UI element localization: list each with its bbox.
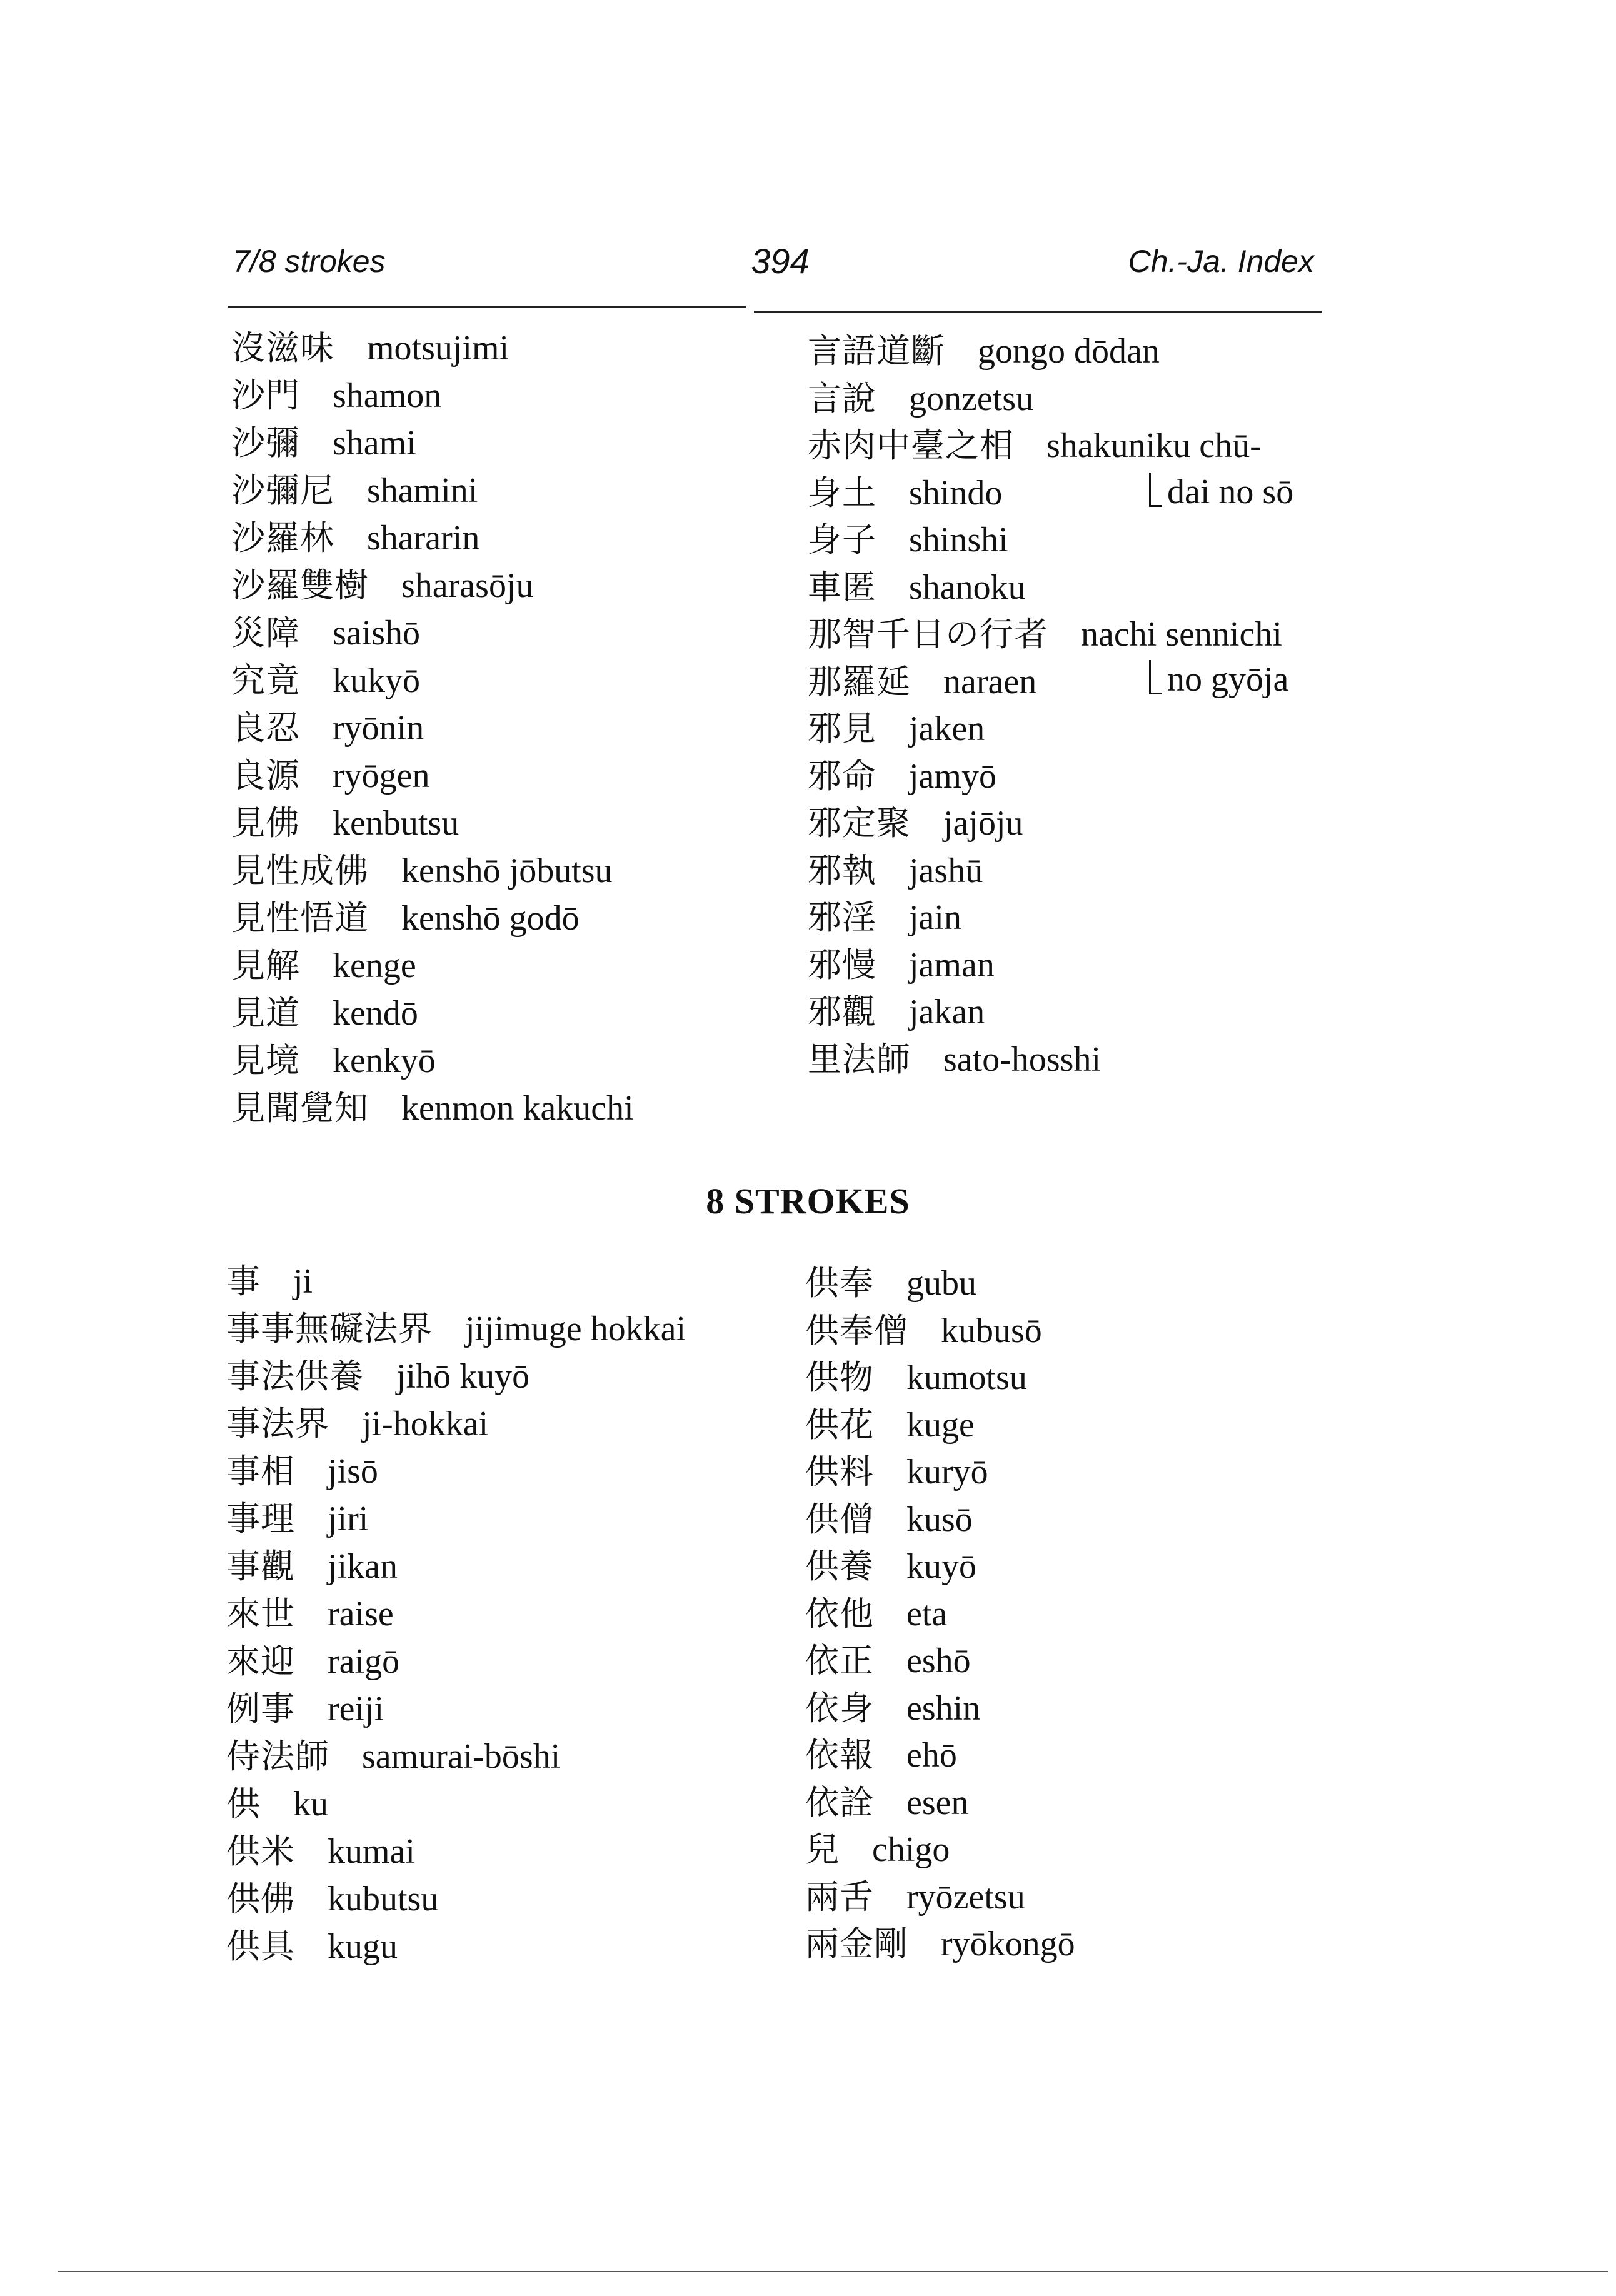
entry-romanization: kubusō	[941, 1311, 1042, 1350]
entry-kanji: 來迎	[226, 1642, 295, 1681]
entry-kanji: 災障	[231, 613, 300, 653]
entry-kanji: 見佛	[231, 803, 300, 843]
entry-kanji: 邪見	[808, 709, 876, 748]
entry-kanji: 供奉僧	[805, 1310, 908, 1350]
entry-romanization: eshō	[906, 1642, 971, 1680]
entry-romanization: shanoku	[909, 568, 1026, 607]
entry-kanji: 供料	[805, 1452, 874, 1491]
entry-romanization: jakan	[909, 993, 985, 1031]
entry-romanization: jisō	[328, 1452, 378, 1491]
entry-kanji: 事相	[226, 1451, 295, 1491]
entry-romanization: shakuniku chū-	[1046, 426, 1262, 465]
index-entry	[231, 754, 430, 798]
entry-romanization: saishō	[333, 614, 420, 653]
index-entry	[226, 1877, 438, 1921]
bracket-mark	[1149, 660, 1162, 694]
section-title: 8 STROKES	[706, 1181, 910, 1221]
entry-kanji: 沙彌	[231, 423, 300, 463]
entry-kanji: 依身	[805, 1688, 874, 1728]
entry-romanization: kukyō	[333, 661, 420, 700]
entry-kanji: 沒滋味	[231, 328, 334, 368]
index-entry	[808, 896, 961, 940]
entry-romanization: nachi sennichi	[1081, 615, 1282, 654]
entry-kanji: 事理	[226, 1499, 295, 1538]
entry-romanization: ji-hokkai	[362, 1405, 489, 1443]
entry-kanji: 見聞覺知	[231, 1088, 369, 1128]
index-entry	[231, 659, 420, 703]
entry-romanization: jijimuge hokkai	[465, 1310, 686, 1348]
index-entry	[805, 1639, 971, 1683]
index-entry	[805, 1875, 1025, 1919]
header-rule-left	[228, 306, 746, 308]
index-entry	[808, 377, 1033, 421]
page-number: 394	[751, 241, 810, 281]
entry-romanization: jain	[909, 898, 961, 937]
index-entry	[805, 1356, 1027, 1400]
entry-kanji: 見性悟道	[231, 898, 369, 938]
entry-kanji: 邪執	[808, 850, 876, 890]
entry-kanji: 邪淫	[808, 898, 876, 937]
entry-romanization: samurai-bōshi	[362, 1737, 561, 1776]
entry-romanization: jaken	[909, 709, 985, 748]
entry-kanji: 來世	[226, 1594, 295, 1633]
entry-kanji: 供奉	[805, 1263, 874, 1303]
entry-kanji: 沙門	[231, 376, 300, 415]
index-entry	[808, 566, 1026, 609]
index-entry	[808, 613, 1282, 656]
index-entry	[808, 849, 983, 893]
index-entry	[808, 329, 1160, 373]
index-entry	[808, 990, 985, 1034]
entry-kanji: 那智千日の行者	[808, 614, 1048, 654]
index-entry	[226, 1307, 686, 1351]
index-entry	[231, 801, 459, 845]
entry-kanji: 良忍	[231, 708, 300, 748]
entry-romanization: esen	[906, 1783, 969, 1822]
entry-romanization: ryōkongō	[941, 1925, 1075, 1963]
entry-kanji: 依正	[805, 1641, 874, 1680]
entry-romanization: kuge	[906, 1405, 975, 1445]
index-entry	[808, 1038, 1101, 1081]
index-entry	[805, 1592, 947, 1636]
entry-romanization: kenbutsu	[333, 804, 459, 843]
entry-romanization: sato-hosshi	[943, 1040, 1101, 1079]
index-entry	[231, 374, 441, 418]
index-entry	[805, 1545, 976, 1588]
index-entry	[805, 1309, 1042, 1353]
index-entry	[226, 1545, 398, 1588]
entry-kanji: 邪命	[808, 756, 876, 796]
entry-romanization: sharasōju	[401, 566, 534, 605]
continuation-dai-no-so: dai no sō	[1149, 470, 1293, 514]
index-entry	[805, 1733, 957, 1777]
entry-kanji: 供米	[226, 1832, 295, 1871]
entry-kanji: 兒	[805, 1830, 840, 1869]
entry-romanization: jiri	[328, 1500, 369, 1538]
running-header-left: 7/8 strokes	[233, 244, 386, 279]
entry-romanization: ryōgen	[333, 756, 430, 795]
entry-romanization: shami	[333, 424, 416, 463]
entry-romanization: eshin	[906, 1688, 981, 1728]
index-entry	[805, 1498, 973, 1542]
entry-romanization: jihō kuyō	[396, 1357, 530, 1396]
entry-kanji: 沙羅林	[231, 518, 334, 558]
entry-romanization: jikan	[328, 1547, 398, 1586]
entry-kanji: 言說	[808, 378, 876, 418]
entry-romanization: shinshi	[909, 521, 1008, 559]
entry-romanization: shararin	[367, 519, 480, 558]
index-entry	[805, 1403, 975, 1447]
entry-kanji: 供佛	[226, 1879, 295, 1918]
entry-romanization: motsujimi	[367, 329, 509, 368]
header-rule-right	[754, 311, 1322, 313]
entry-romanization: gubu	[906, 1264, 976, 1303]
entry-kanji: 車匿	[808, 567, 876, 607]
entry-kanji: 供養	[805, 1547, 874, 1586]
entry-kanji: 見道	[231, 993, 300, 1033]
entry-romanization: kubutsu	[328, 1880, 439, 1918]
continuation-no-gyoja: no gyōja	[1149, 658, 1288, 701]
entry-kanji: 那羅延	[808, 661, 911, 701]
index-entry	[231, 326, 509, 370]
entry-romanization: naraen	[943, 662, 1037, 701]
index-entry	[226, 1450, 378, 1493]
entry-kanji: 赤肉中臺之相	[808, 426, 1014, 465]
entry-romanization: kusō	[906, 1500, 973, 1539]
index-entry	[231, 611, 420, 655]
entry-romanization: reiji	[328, 1690, 384, 1728]
entry-romanization: kumai	[328, 1832, 415, 1871]
index-entry	[808, 471, 1002, 515]
index-entry	[805, 1450, 988, 1494]
entry-romanization: raise	[328, 1595, 394, 1633]
index-entry	[808, 943, 995, 987]
index-entry	[231, 944, 416, 988]
entry-kanji: 供僧	[805, 1499, 874, 1539]
index-entry	[226, 1687, 384, 1731]
running-header-right: Ch.-Ja. Index	[1128, 244, 1314, 279]
index-entry	[805, 1261, 976, 1305]
entry-kanji: 沙彌尼	[231, 471, 334, 510]
entry-romanization: jaman	[909, 945, 995, 985]
index-entry	[808, 754, 996, 798]
entry-kanji: 見性成佛	[231, 851, 369, 890]
index-entry	[226, 1402, 488, 1446]
index-entry	[805, 1687, 980, 1730]
entry-romanization: kuyō	[906, 1547, 976, 1586]
index-entry	[808, 707, 985, 751]
entry-romanization: ehō	[906, 1736, 957, 1775]
index-entry	[231, 896, 580, 940]
entry-kanji: 兩舌	[805, 1877, 874, 1917]
entry-kanji: 事事無礙法界	[226, 1309, 433, 1348]
entry-romanization: eta	[906, 1594, 948, 1633]
entry-kanji: 邪慢	[808, 945, 876, 985]
entry-romanization: kumotsu	[906, 1358, 1027, 1397]
index-entry	[231, 421, 416, 465]
entry-kanji: 侍法師	[226, 1737, 329, 1776]
index-entry	[226, 1497, 368, 1541]
entry-romanization: ryōzetsu	[906, 1877, 1025, 1917]
entry-kanji: 良源	[231, 756, 300, 795]
entry-kanji: 里法師	[808, 1039, 911, 1079]
entry-romanization: kenge	[333, 946, 416, 985]
index-entry	[226, 1355, 529, 1398]
entry-kanji: 身子	[808, 520, 876, 559]
entry-kanji: 供	[226, 1784, 261, 1823]
entry-romanization: kugu	[328, 1927, 398, 1966]
index-entry	[231, 706, 424, 750]
entry-kanji: 見解	[231, 946, 300, 985]
entry-kanji: 言語道斷	[808, 331, 945, 371]
entry-romanization: gongo dōdan	[978, 332, 1160, 371]
index-entry	[226, 1735, 560, 1778]
entry-kanji: 事	[226, 1261, 261, 1301]
entry-romanization: gonzetsu	[909, 379, 1034, 418]
entry-kanji: 身土	[808, 473, 876, 513]
entry-kanji: 依他	[805, 1593, 874, 1633]
index-entry	[226, 1830, 415, 1873]
entry-kanji: 事觀	[226, 1547, 295, 1586]
entry-kanji: 事法界	[226, 1404, 329, 1443]
entry-romanization: kenshō godō	[401, 899, 580, 938]
index-entry	[231, 564, 534, 608]
index-entry	[805, 1922, 1075, 1966]
index-entry	[226, 1260, 313, 1303]
index-entry	[808, 424, 1262, 468]
entry-romanization: shindo	[909, 473, 1003, 513]
entry-romanization: chigo	[872, 1830, 950, 1869]
entry-kanji: 供具	[226, 1927, 295, 1966]
index-entry	[231, 516, 479, 560]
entry-romanization: jamyō	[909, 756, 996, 796]
index-entry	[805, 1828, 950, 1872]
index-entry	[231, 849, 613, 893]
entry-kanji: 依報	[805, 1735, 874, 1775]
entry-kanji: 邪觀	[808, 992, 876, 1031]
index-entry	[226, 1592, 394, 1636]
entry-kanji: 邪定聚	[808, 803, 911, 843]
entry-romanization: shamini	[367, 471, 478, 510]
entry-romanization: jajōju	[943, 804, 1023, 843]
bracket-mark	[1149, 473, 1162, 507]
entry-romanization: jashū	[909, 851, 983, 890]
entry-kanji: 事法供養	[226, 1356, 364, 1396]
entry-kanji: 依詮	[805, 1782, 874, 1822]
index-entry	[231, 1039, 436, 1083]
entry-romanization: kendō	[333, 994, 418, 1033]
entry-romanization: shamon	[333, 376, 442, 415]
index-entry	[231, 469, 478, 513]
entry-romanization: ku	[293, 1785, 328, 1823]
entry-romanization: ji	[293, 1262, 313, 1301]
entry-romanization: kenmon kakuchi	[401, 1089, 634, 1128]
entry-romanization: kenkyō	[333, 1041, 436, 1080]
index-entry	[231, 991, 418, 1035]
entry-romanization: kuryō	[906, 1453, 988, 1491]
bottom-rule	[58, 2271, 1608, 2272]
entry-romanization: raigō	[328, 1642, 400, 1681]
entry-kanji: 兩金剛	[805, 1924, 908, 1963]
entry-kanji: 見境	[231, 1041, 300, 1080]
entry-kanji: 供物	[805, 1358, 874, 1397]
entry-romanization: ryōnin	[333, 709, 424, 748]
entry-romanization: kenshō jōbutsu	[401, 851, 613, 890]
index-entry	[808, 801, 1023, 845]
entry-kanji: 沙羅雙樹	[231, 566, 369, 605]
index-entry	[808, 660, 1036, 704]
index-entry	[226, 1782, 328, 1826]
index-entry	[226, 1640, 399, 1683]
index-entry	[805, 1781, 969, 1825]
entry-kanji: 例事	[226, 1689, 295, 1728]
index-entry	[808, 518, 1008, 562]
entry-kanji: 供花	[805, 1405, 874, 1445]
entry-kanji: 究竟	[231, 661, 300, 700]
index-entry	[226, 1925, 398, 1968]
index-entry	[231, 1086, 634, 1130]
